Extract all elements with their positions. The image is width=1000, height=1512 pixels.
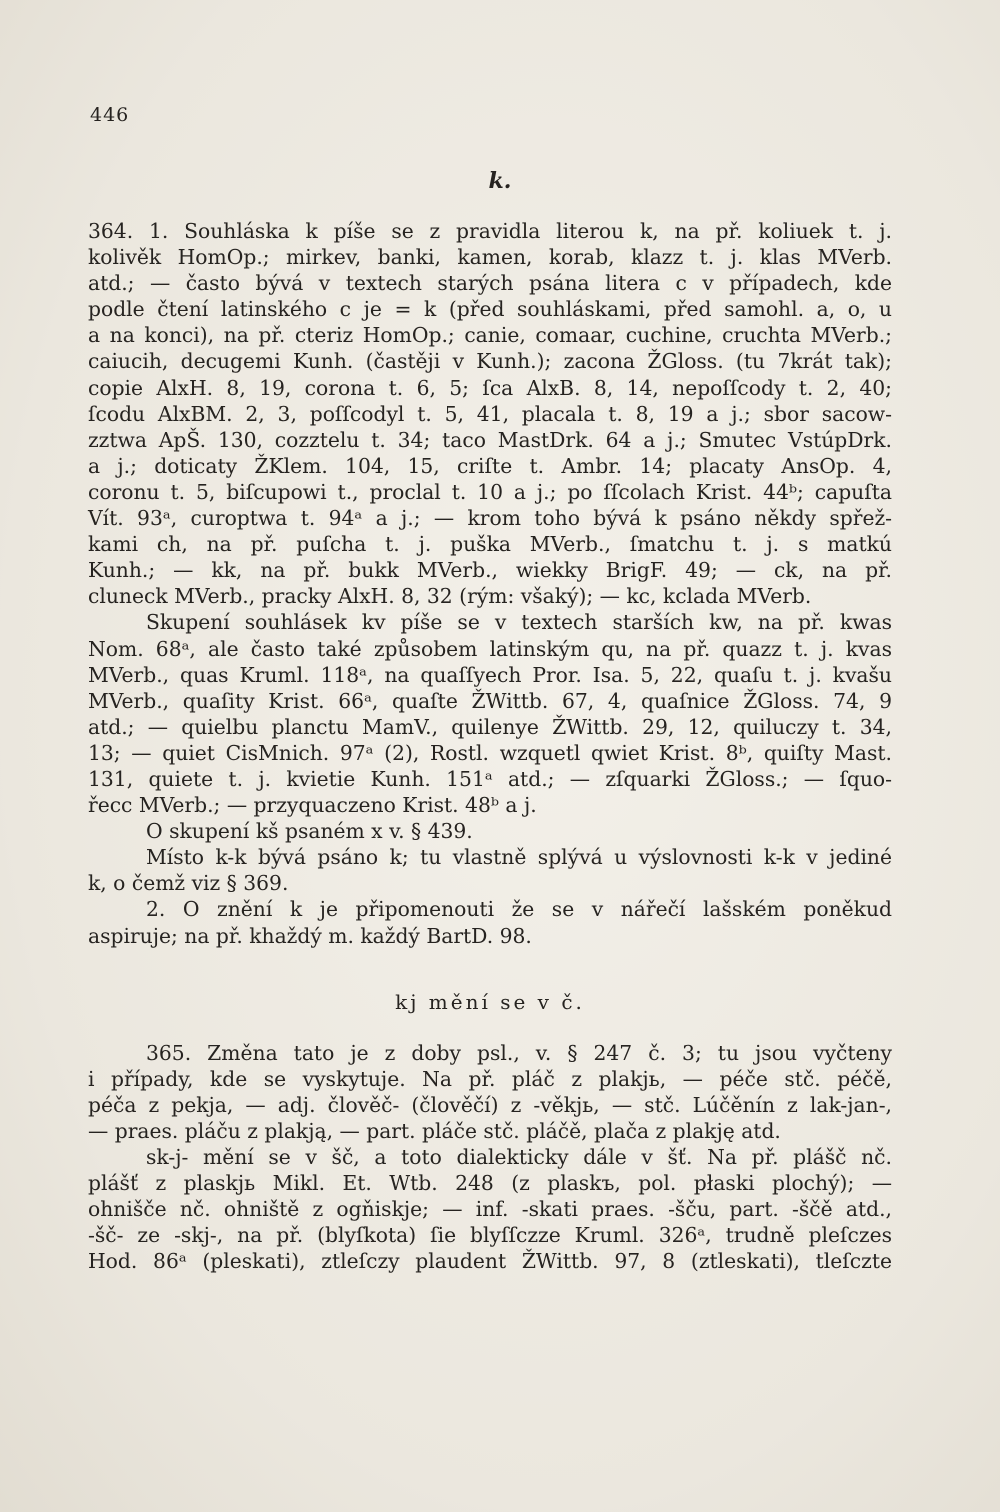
text-line: 365. Změna tato je z doby psl., v. § 247 č. 3; tu jsou vyčteny	[146, 1040, 892, 1065]
text-line: zztwa ApŠ. 130, cozztelu t. 34; taco MastDrk. 64 a j.; Smutec VstúpDrk.	[88, 427, 892, 452]
text-line: atd.; — quielbu planctu MamV., quilenye ŽWittb. 29, 12, quiluczy t. 34,	[88, 714, 892, 739]
text-line: MVerb., quas Kruml. 118ᵃ, na quaſſyech Pror. Isa. 5, 22, quaſu t. j. kvašu	[88, 662, 892, 687]
text-line: podle čtení latinského c je = k (před souhláskami, před samohl. a, o, u	[88, 297, 892, 322]
text-line: 13; — quiet CisMnich. 97ᵃ (2), Rostl. wzquetl qwiet Krist. 8ᵇ, quiſty Mast.	[88, 740, 892, 765]
text-line: péča z pekja, — adj. člověč- (člověčí) z -věkjь, — stč. Lúčěnín z lak-jan-,	[88, 1092, 892, 1117]
text-line: Místo k-k bývá psáno k; tu vlastně splývá u výslovnosti k-k v jediné	[146, 845, 892, 870]
text-line: a j.; doticaty ŽKlem. 104, 15, criſte t. Ambr. 14; placaty AnsOp. 4,	[88, 453, 892, 478]
section-heading: kj mění se v č.	[395, 989, 585, 1014]
text-line: Kunh.; — kk, na př. bukk MVerb., wiekky BrigF. 49; — ck, na př.	[88, 558, 892, 583]
text-line: atd.; — často bývá v textech starých psána litera c v případech, kde	[88, 271, 892, 296]
running-head: k.	[488, 168, 512, 194]
text-line: Vít. 93ᵃ, curoptwa t. 94ᵃ a j.; — krom toho bývá k psáno někdy spřež-	[88, 506, 892, 531]
text-line: -šč- ze -skj-, na př. (blyſkota) ſie blyſſczze Kruml. 326ᵃ, trudně pleſczes	[88, 1223, 892, 1248]
page-number: 446	[90, 104, 130, 126]
text-line: 364. 1. Souhláska k píše se z pravidla literou k, na př. koliuek t. j.	[88, 219, 892, 243]
text-line: Nom. 68ᵃ, ale často také způsobem latinským qu, na př. quazz t. j. kvas	[88, 636, 892, 661]
text-line: ſcodu AlxBM. 2, 3, poſſcodyl t. 5, 41, placala t. 8, 19 a j.; sbor sacow-	[88, 401, 892, 426]
body-text	[88, 218, 892, 1275]
text-line: ohnišče nč. ohniště z ogňiskje; — inf. -skati praes. -šču, part. -ščě atd.,	[88, 1197, 892, 1222]
text-line: kolivěk HomOp.; mirkev, banki, kamen, korab, klazz t. j. klas MVerb.	[88, 245, 892, 270]
text-line: a na konci), na př. cteriz HomOp.; canie, comaar, cuchine, cruchta MVerb.;	[88, 323, 892, 348]
text-line: sk-j- mění se v šč, a toto dialekticky dále v šť. Na př. plášč nč.	[146, 1145, 892, 1170]
text-line: i případy, kde se vyskytuje. Na př. pláč z plakjь, — péče stč. péčě,	[88, 1066, 892, 1091]
text-line: aspiruje; na př. khaždý m. každý BartD. 98.	[88, 923, 532, 948]
text-line: O skupení kš psaném x v. § 439.	[146, 819, 473, 844]
text-line: kami ch, na př. puſcha t. j. puška MVerb., ſmatchu t. j. s matkú	[88, 532, 892, 557]
text-line: MVerb., quaſity Krist. 66ᵃ, quaſte ŽWittb. 67, 4, quaſnice ŽGloss. 74, 9	[88, 688, 892, 713]
text-line: 131, quiete t. j. kvietie Kunh. 151ᵃ atd.; — zſquarki ŽGloss.; — ſquo-	[88, 766, 892, 791]
text-line: Hod. 86ᵃ (pleskati), ztleſczy plaudent ŽWittb. 97, 8 (ztleskati), tleſczte	[88, 1249, 892, 1274]
text-line: řecc MVerb.; — przyquaczeno Krist. 48ᵇ a j.	[88, 793, 537, 818]
text-line: 2. O znění k je připomenouti že se v nářečí lašském poněkud	[146, 897, 892, 922]
text-line: Skupení souhlásek kv píše se v textech starších kw, na př. kwas	[146, 610, 892, 635]
text-line: k, o čemž viz § 369.	[88, 871, 289, 896]
text-line: caiucih, decugemi Kunh. (častěji v Kunh.); zacona ŽGloss. (tu 7krát tak);	[88, 349, 892, 374]
text-line: coronu t. 5, biſcupowi t., proclal t. 10 a j.; po ſſcolach Krist. 44ᵇ; capuſta	[88, 479, 892, 504]
text-line: plášť z plaskjь Mikl. Et. Wtb. 248 (z plaskъ, pol. płaski plochý); —	[88, 1171, 892, 1196]
text-line: — praes. pláču z plakją, — part. pláče stč. pláčě, plača z plakję atd.	[88, 1119, 781, 1143]
text-line: cluneck MVerb., pracky AlxH. 8, 32 (rým: všaký); — kc, kclada MVerb.	[88, 584, 812, 609]
text-line: copie AlxH. 8, 19, corona t. 6, 5; ſca AlxB. 8, 14, nepoſſcody t. 2, 40;	[88, 375, 892, 400]
